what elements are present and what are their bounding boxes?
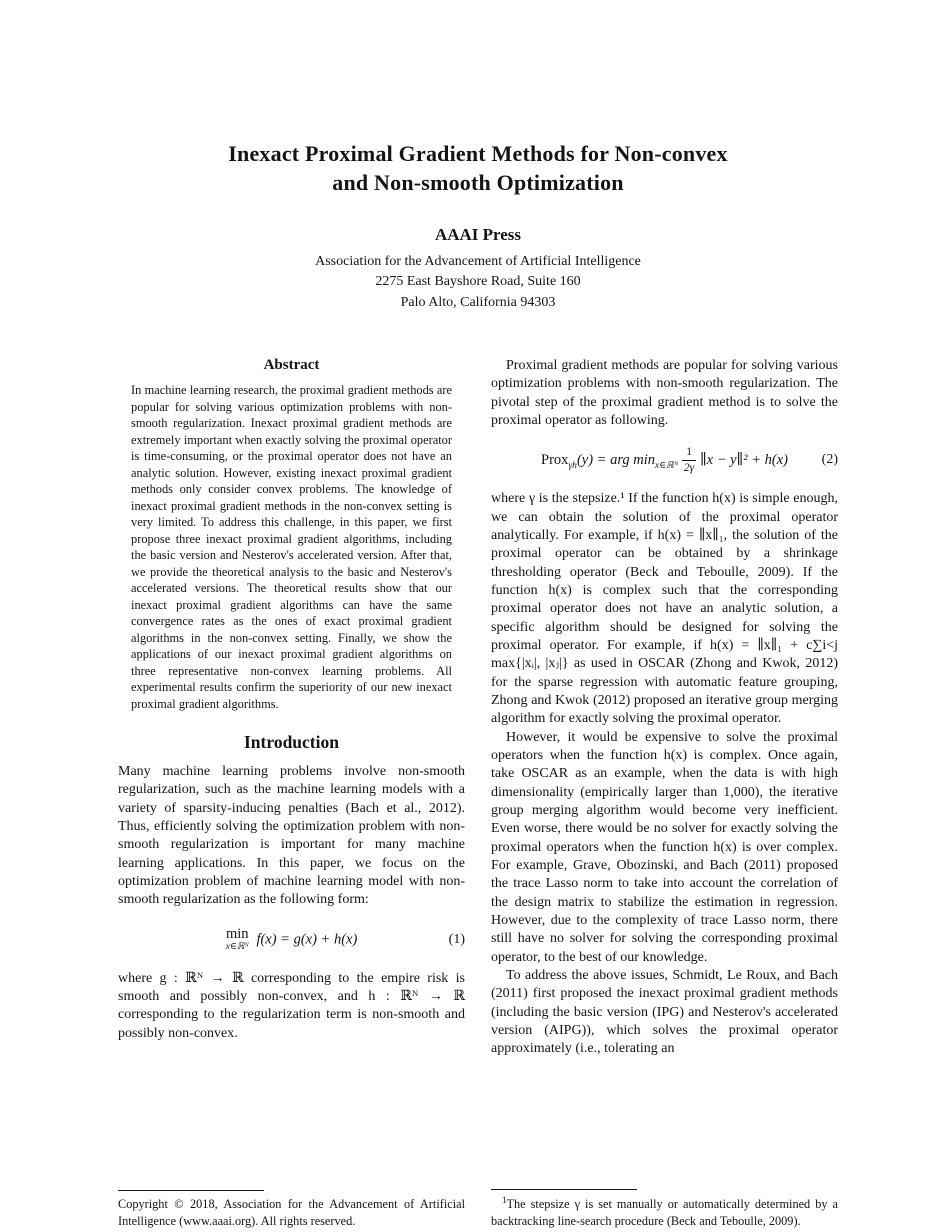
intro-paragraph-1: Many machine learning problems involve non-smooth regularization, such as the machine learning models with a variety of sparsity-inducing penalties (Bach et al., 2012). Thus, efficiently solving the optimization problem with non-smooth regularization is important for many machine learning applications. In this paper, we focus on the optimization problem of machine learning model with non-smooth regularization as the following form: <box>118 764 465 908</box>
eq2-tail: ∥x − y∥² + h(x) <box>699 451 788 468</box>
affiliation-line-2: 2275 East Bayshore Road, Suite 160 <box>375 274 581 290</box>
eq2-prox-subscript: γh <box>568 460 577 471</box>
paper-title-line-1: Inexact Proximal Gradient Methods for Non-convex <box>228 141 728 166</box>
affiliation-line-1: Association for the Advancement of Artificial Intelligence <box>315 254 641 270</box>
eq1-min-operator-stack <box>226 927 249 953</box>
eq2-prox-operator: Prox <box>541 451 569 468</box>
copyright-rule <box>118 1190 264 1191</box>
right-paragraph-4: To address the above issues, Schmidt, Le Roux, and Bach (2011) first proposed the inexact proximal gradient methods (including the basic version (IPG) and Nesterov's accelerated version (AIPG)), which solves the proximal operator approximately (i.e., tolerating an <box>491 967 838 1057</box>
affiliation-line-3: Palo Alto, California 94303 <box>400 294 556 310</box>
right-paragraph-2: where γ is the stepsize.¹ If the function h(x) is simple enough, we can obtain the solution of the proximal operator analytically. For example, if h(x) = ∥x∥₁, the solution of the proximal operator can be obtained by a shrinkage thresholding operator (Beck and Teboulle, 2009). If the function h(x) is complex such that the corresponding proximal operator does not have an analytic solution, a specific algorithm should be designed for solving the proximal operator. For example, if h(x) = ∥x∥₁ + c∑i<j max{|xᵢ|, |xⱼ|} as used in OSCAR (Zhong and Kwok, 2012) for the sparse regression with automatic feature grouping, Zhong and Kwok (2012) proposed an iterative group merging algorithm for exactly solving the proximal operator. <box>491 491 838 727</box>
footnote <box>491 1195 838 1229</box>
abstract-text: In machine learning research, the proximal gradient methods are popular for solving various optimization problems with non-smooth regularization. Inexact proximal gradient methods are extremely important when exactly solving the proximal operator is time-consuming, or the proximal operator does not have an analytic solution. However, existing inexact proximal gradient methods only consider convex problems. The knowledge of inexact proximal gradient methods in the non-convex setting is very limited. To address this challenge, in this paper, we first propose three inexact proximal gradient algorithms, including the basic version and Nesterov's accelerated version. After that, we provide the theoretical analysis to the basic and Nesterov's accelerated versions. The theoretical results show that our inexact proximal gradient algorithms can have the same convergence rates as the ones of exact proximal gradient algorithms in the non-convex setting. Finally, we show the applications of our inexact proximal gradient algorithms on three representative non-convex learning problems. All experimental results confirm the superiority of our new inexact proximal gradient algorithms. <box>131 383 452 711</box>
title-block <box>118 140 838 313</box>
section-heading-introduction: Introduction <box>244 732 339 753</box>
paper-title-line-2: and Non-smooth Optimization <box>332 169 624 195</box>
eq2-argmin-subscript: x∈ℝᴺ <box>655 460 679 471</box>
right-paragraph-3: However, it would be expensive to solve the proximal operators when the function h(x) is complex. Once again, take OSCAR as an example, when the data is with high dimensionality (empirically larger than 1,000), the iterative group merging algorithm would become very inefficient. Even worse, there would be no solver for exactly solving the proximal operators when the function h(x) is over complex. For example, Grave, Obozinski, and Bach (2011) proposed the trace Lasso norm to take into account the correlation of the design matrix to stabilize the estimation in regression. However, due to the complexity of trace Lasso norm, there still have no solver for solving the corresponding proximal operator, to the best of our knowledge. <box>491 729 838 965</box>
eq1-min-operator: min <box>225 925 249 942</box>
abstract-heading: Abstract <box>263 357 320 374</box>
eq2-argmin: (y) = arg min <box>576 451 656 468</box>
eq2-fraction-numerator: 1 <box>682 446 696 461</box>
two-column-body <box>118 357 838 1229</box>
copyright-notice: Copyright © 2018, Association for the Advancement of Artificial Intelligence (www.aaai.org). All rights reserved. <box>118 1197 465 1228</box>
paper-title <box>118 140 838 197</box>
left-column <box>118 357 465 1229</box>
eq2-fraction <box>682 446 696 475</box>
left-column-footer <box>118 1180 465 1229</box>
eq2-number: (2) <box>821 452 838 468</box>
author-block <box>118 225 838 313</box>
equation-2-expression <box>491 446 838 475</box>
right-column-footer <box>491 1179 838 1229</box>
eq1-number: (1) <box>448 931 465 947</box>
eq2-fraction-denominator: 2γ <box>683 461 695 474</box>
equation-1-expression <box>118 927 465 953</box>
author-name: AAAI Press <box>434 225 522 245</box>
intro-paragraph-2: where g : ℝᴺ → ℝ corresponding to the empire risk is smooth and possibly non-convex, and h : ℝᴺ → ℝ corresponding to the regularization term is non-smooth and possibly non-convex. <box>118 970 465 1041</box>
page-content <box>118 140 838 1229</box>
right-paragraph-1: Proximal gradient methods are popular for solving various optimization problems with non-smooth regularization. The pivotal step of the proximal gradient method is to solve the proximal operator as following. <box>491 358 838 429</box>
footnote-text: The stepsize γ is set manually or automatically determined by a backtracking line-search procedure (Beck and Teboulle, 2009). <box>491 1197 838 1228</box>
footnote-marker: 1 <box>502 1195 507 1206</box>
equation-2 <box>491 443 838 477</box>
equation-1 <box>118 923 465 957</box>
footnote-rule <box>491 1189 637 1190</box>
eq1-body: f(x) = g(x) + h(x) <box>256 931 358 948</box>
right-column <box>491 357 838 1229</box>
eq1-min-subscript: x∈ℝᴺ <box>225 942 249 953</box>
